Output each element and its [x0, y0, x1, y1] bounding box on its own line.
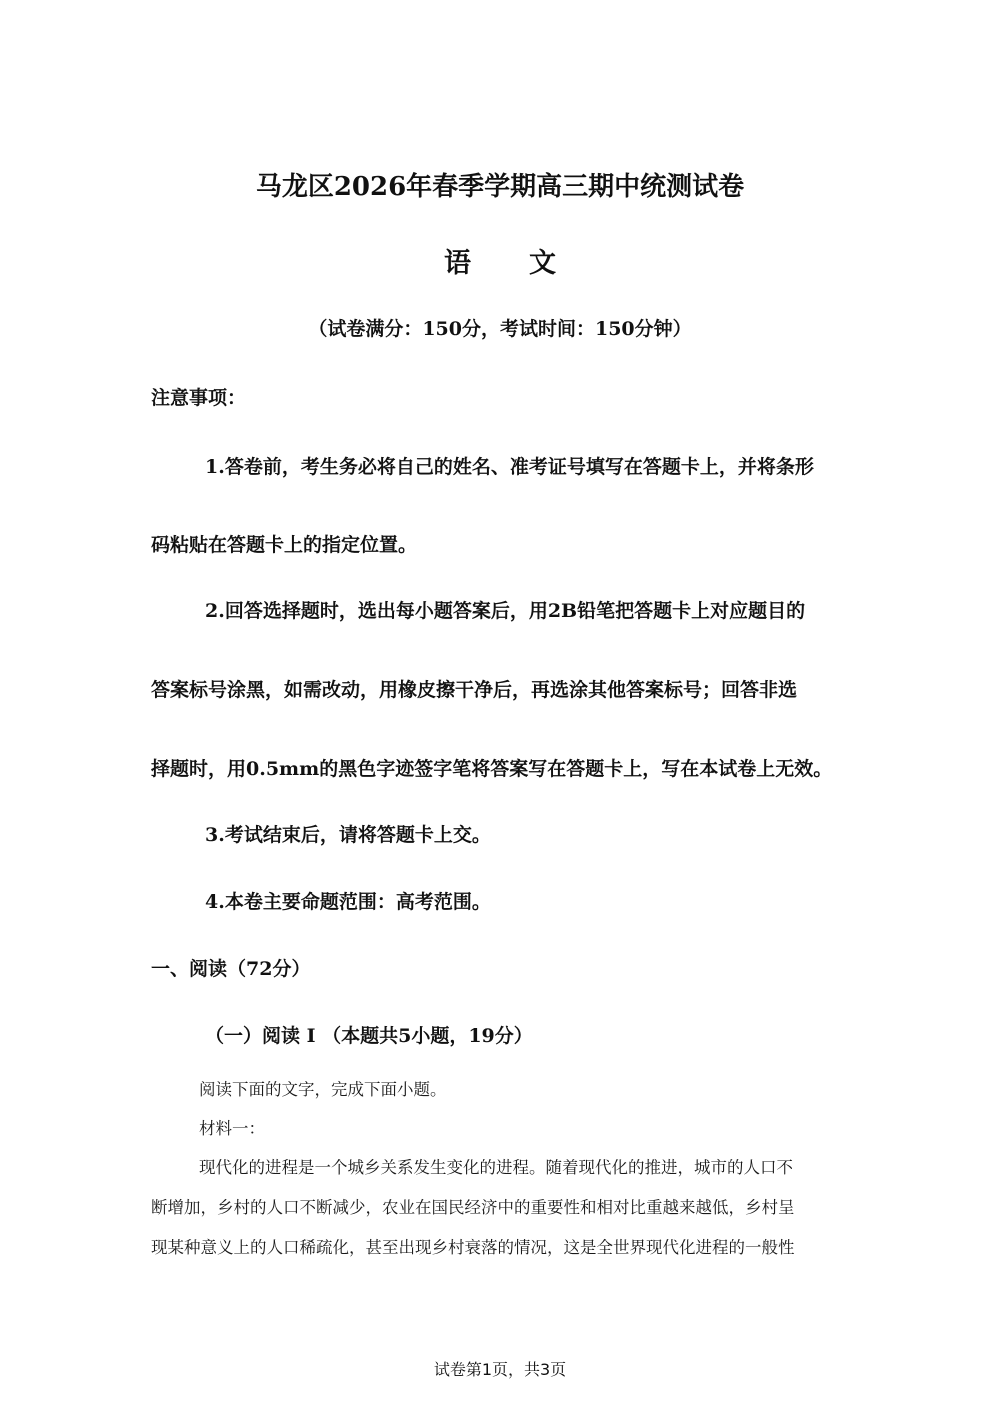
- notice-item-4: 4.本卷主要命题范围：高考范围。: [205, 891, 491, 913]
- notice-item-3: 3.考试结束后，请将答题卡上交。: [205, 824, 491, 846]
- subsection-heading: （一）阅读 I （本题共5小题，19分）: [205, 1025, 533, 1047]
- reading-instruction: 阅读下面的文字，完成下面小题。: [199, 1080, 447, 1099]
- paragraph-line-3: 现某种意义上的人口稀疏化，甚至出现乡村衰落的情况，这是全世界现代化进程的一般性: [151, 1238, 795, 1257]
- notice-item-1-line-2: 码粘贴在答题卡上的指定位置。: [151, 534, 418, 556]
- subject-char-1: 语: [444, 248, 471, 279]
- paragraph-line-2: 断增加，乡村的人口不断减少，农业在国民经济中的重要性和相对比重越来越低，乡村呈: [151, 1198, 795, 1217]
- exam-meta: （试卷满分：150分，考试时间：150分钟）: [308, 318, 692, 340]
- material-label: 材料一：: [199, 1119, 265, 1138]
- notice-item-2-line-2: 答案标号涂黑，如需改动，用橡皮擦干净后，再选涂其他答案标号；回答非选: [151, 679, 798, 701]
- notice-heading: 注意事项：: [151, 387, 247, 409]
- notice-item-2-line-3: 择题时，用0.5mm的黑色字迹签字笔将答案写在答题卡上，写在本试卷上无效。: [151, 758, 833, 780]
- page-footer: 试卷第1页，共3页: [433, 1360, 567, 1379]
- paragraph-line-1: 现代化的进程是一个城乡关系发生变化的进程。随着现代化的推进，城市的人口不: [199, 1158, 793, 1177]
- notice-item-2-line-1: 2.回答选择题时，选出每小题答案后，用2B铅笔把答题卡上对应题目的: [205, 600, 806, 622]
- subject-title: [0, 241, 1000, 280]
- section-heading: 一、阅读（72分）: [151, 958, 311, 980]
- notice-item-1-line-1: 1.答卷前，考生务必将自己的姓名、准考证号填写在答题卡上，并将条形: [205, 456, 814, 478]
- exam-title: 马龙区2026年春季学期高三期中统测试卷: [255, 172, 745, 202]
- subject-char-2: 文: [529, 248, 556, 279]
